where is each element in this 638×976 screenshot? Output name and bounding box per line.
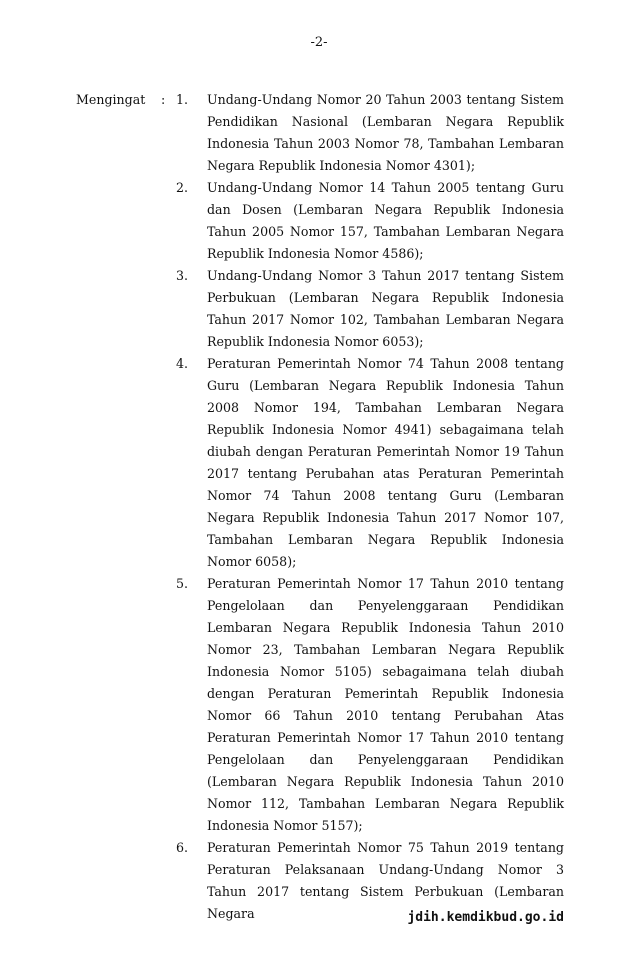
item-number: 5. xyxy=(176,576,189,591)
section-label: Mengingat xyxy=(76,92,146,107)
list-item xyxy=(176,177,564,265)
list-item xyxy=(176,353,564,573)
item-text: Undang-Undang Nomor 20 Tahun 2003 tentang Sistem Pendidikan Nasional (Lembaran Negara Republik Indonesia Tahun 2003 Nomor 78, Tambahan Lembaran Negara Republik Indonesia Nomor 4301); xyxy=(207,92,564,173)
item-number: 4. xyxy=(176,356,189,371)
list-item xyxy=(176,573,564,837)
item-number: 6. xyxy=(176,840,189,855)
item-list xyxy=(76,89,564,925)
item-number: 3. xyxy=(176,268,189,283)
item-text: Peraturan Pemerintah Nomor 75 Tahun 2019 tentang Peraturan Pelaksanaan Undang-Undang Nomor 3 Tahun 2017 tentang Sistem Perbukuan (Lembaran Negara xyxy=(207,840,564,921)
item-text: Undang-Undang Nomor 14 Tahun 2005 tentang Guru dan Dosen (Lembaran Negara Republik Indonesia Tahun 2005 Nomor 157, Tambahan Lembaran Negara Republik Indonesia Nomor 4586); xyxy=(207,180,564,261)
page-number: -2- xyxy=(310,35,328,50)
section-colon: : xyxy=(161,92,166,107)
item-text: Peraturan Pemerintah Nomor 17 Tahun 2010 tentang Pengelolaan dan Penyelenggaraan Pendidikan Lembaran Negara Republik Indonesia Tahun 2010 Nomor 23, Tambahan Lembaran Negara Republik Indonesia Nomor 5105) sebagaimana telah diubah dengan Peraturan Pemerintah Republik Indonesia Nomor 66 Tahun 2010 tentang Perubahan Atas Peraturan Pemerintah Nomor 17 Tahun 2010 tentang Pengelolaan dan Penyelenggaraan Pendidikan (Lembaran Negara Republik Indonesia Tahun 2010 Nomor 112, Tambahan Lembaran Negara Republik Indonesia Nomor 5157); xyxy=(207,576,564,833)
considerations-block xyxy=(76,89,564,925)
footer-url: jdih.kemdikbud.go.id xyxy=(407,910,564,925)
item-text: Undang-Undang Nomor 3 Tahun 2017 tentang Sistem Perbukuan (Lembaran Negara Republik Indonesia Tahun 2017 Nomor 102, Tambahan Lembaran Negara Republik Indonesia Nomor 6053); xyxy=(207,268,564,349)
item-text: Peraturan Pemerintah Nomor 74 Tahun 2008 tentang Guru (Lembaran Negara Republik Indonesia Tahun 2008 Nomor 194, Tambahan Lembaran Negara Republik Indonesia Nomor 4941) sebagaimana telah diubah dengan Peraturan Pemerintah Nomor 19 Tahun 2017 tentang Perubahan atas Peraturan Pemerintah Nomor 74 Tahun 2008 tentang Guru (Lembaran Negara Republik Indonesia Tahun 2017 Nomor 107, Tambahan Lembaran Negara Republik Indonesia Nomor 6058); xyxy=(207,356,564,569)
list-item xyxy=(176,265,564,353)
item-number: 1. xyxy=(176,92,189,107)
item-number: 2. xyxy=(176,180,189,195)
list-item xyxy=(176,89,564,177)
